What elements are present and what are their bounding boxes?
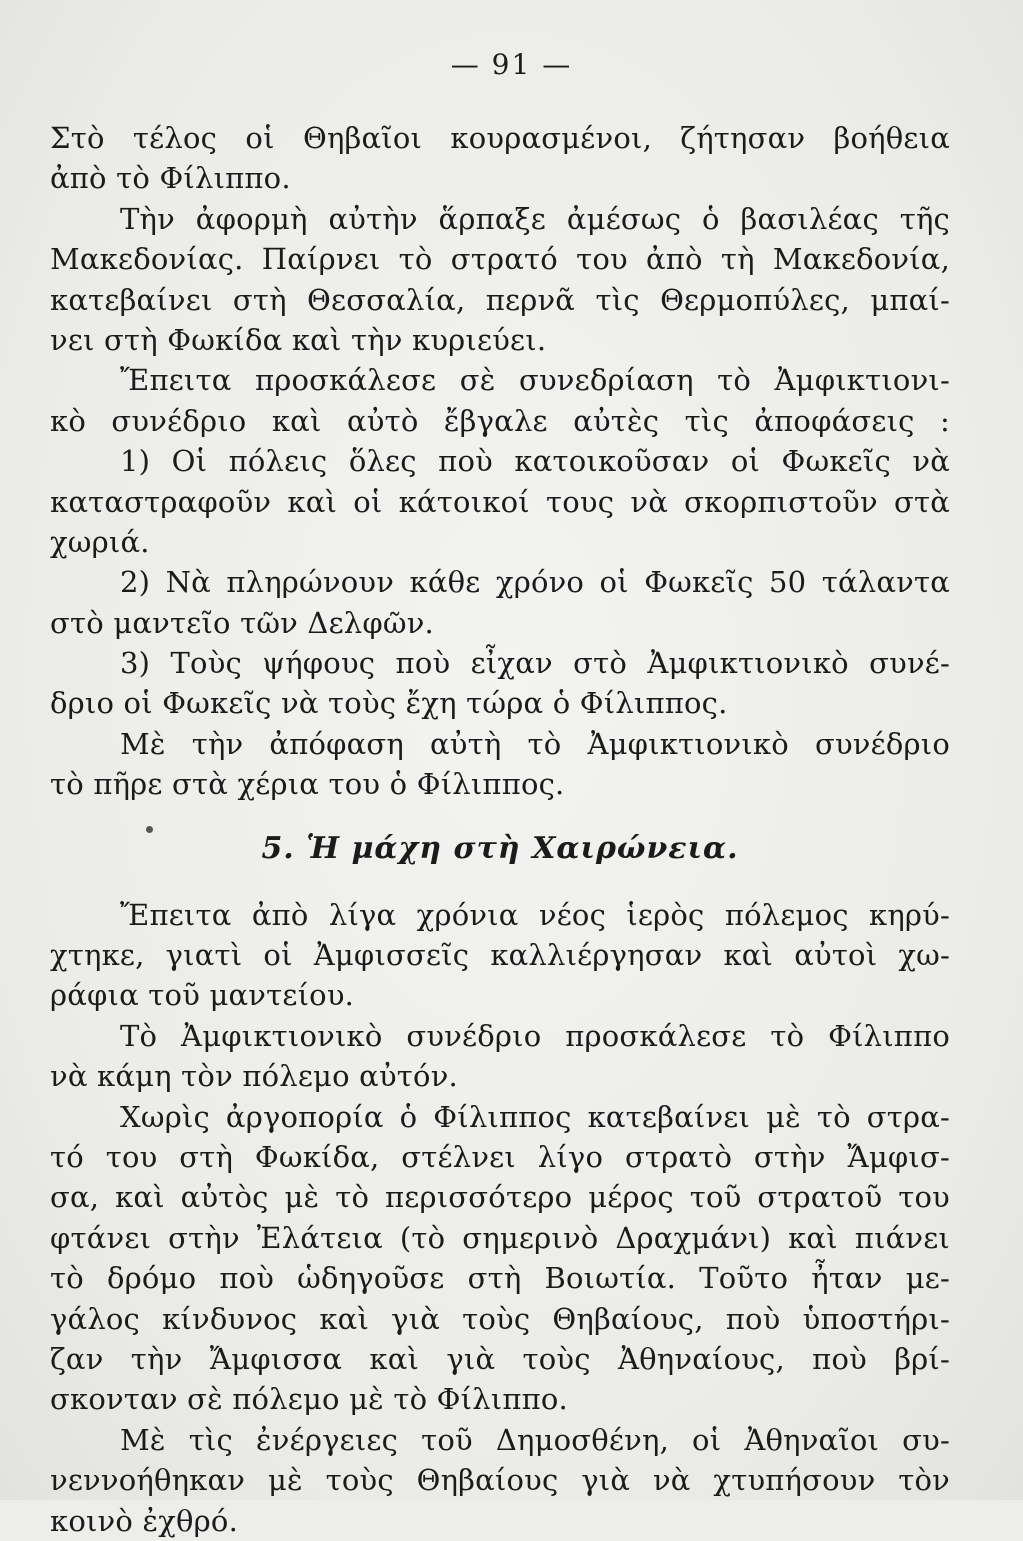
text-line: Τὸ Ἀμφικτιονικὸ συνέδριο προσκάλεσε τὸ Φίλιππο	[120, 1018, 950, 1053]
text-line: 2) Νὰ πληρώνουν κάθε χρόνο οἱ Φωκεῖς 50 τάλαντα	[120, 565, 950, 600]
text-line: νὰ κάμη τὸν πόλεμο αὐτόν.	[50, 1059, 458, 1094]
text-line: Μὲ τὶς ἐνέργειες τοῦ Δημοσθένη, οἱ Ἀθηναῖοι συ-	[120, 1422, 950, 1457]
text-line: φτάνει στὴν Ἐλάτεια (τὸ σημερινὸ Δραχμάνι) καὶ πιάνει	[50, 1220, 950, 1255]
text-line: Μὲ τὴν ἀπόφαση αὐτὴ τὸ Ἀμφικτιονικὸ συνέδριο	[120, 726, 950, 761]
text-block-after-heading	[50, 895, 950, 1541]
text-block-before-heading	[50, 118, 950, 805]
text-line: Τὴν ἀφορμὴ αὐτὴν ἅρπαξε ἀμέσως ὁ βασιλέας τῆς	[120, 201, 950, 236]
text-line: ράφια τοῦ μαντείου.	[50, 978, 355, 1013]
text-line: ζαν τὴν Ἄμφισσα καὶ γιὰ τοὺς Ἀθηναίους, ποὺ βρί-	[50, 1341, 950, 1376]
text-line: νει στὴ Φωκίδα καὶ τὴν κυριεύει.	[50, 322, 547, 357]
text-line: γάλος κίνδυνος καὶ γιὰ τοὺς Θηβαίους, ποὺ ὑποστήρι-	[50, 1301, 950, 1336]
text-line: τὸ δρόμο ποὺ ὡδηγοῦσε στὴ Βοιωτία. Τοῦτο ἦταν με-	[50, 1261, 950, 1296]
ink-speck	[146, 826, 153, 833]
text-line: Ἔπειτα ἀπὸ λίγα χρόνια νέος ἱερὸς πόλεμος κηρύ-	[120, 897, 950, 932]
text-line: Στὸ τέλος οἱ Θηβαῖοι κουρασμένοι, ζήτησαν βοήθεια	[50, 121, 950, 155]
text-line: κὸ συνέδριο καὶ αὐτὸ ἔβγαλε αὐτὲς τὶς ἀποφάσεις :	[50, 403, 950, 438]
text-line: 3) Τοὺς ψήφους ποὺ εἶχαν στὸ Ἀμφικτιονικὸ συνέ-	[120, 646, 950, 681]
section-heading: 5. Ἡ μάχη στὴ Χαιρώνεια.	[261, 830, 739, 866]
text-line: νεννοήθηκαν μὲ τοὺς Θηβαίους γιὰ νὰ χτυπήσουν τὸν	[50, 1463, 950, 1498]
text-line: τὸ πῆρε στὰ χέρια του ὁ Φίλιππος.	[50, 767, 565, 802]
text-line: σκονταν σὲ πόλεμο μὲ τὸ Φίλιππο.	[50, 1382, 568, 1417]
text-line: Μακεδονίας. Παίρνει τὸ στρατό του ἀπὸ τὴ Μακεδονία,	[50, 242, 950, 277]
text-line: κοινὸ ἐχθρό.	[50, 1503, 238, 1538]
page-number: — 91 —	[450, 48, 573, 81]
text-line: Ἔπειτα προσκάλεσε σὲ συνεδρίαση τὸ Ἀμφικτιονι-	[120, 363, 950, 398]
text-line: χωριά.	[50, 524, 150, 559]
text-line: 1) Οἱ πόλεις ὅλες ποὺ κατοικοῦσαν οἱ Φωκεῖς νὰ	[120, 444, 950, 479]
text-line: Χωρὶς ἀργοπορία ὁ Φίλιππος κατεβαίνει μὲ τὸ στρα-	[120, 1099, 950, 1134]
text-line: στὸ μαντεῖο τῶν Δελφῶν.	[50, 605, 434, 640]
text-line: δριο οἱ Φωκεῖς νὰ τοὺς ἔχη τώρα ὁ Φίλιππος.	[50, 686, 728, 721]
text-line: κατεβαίνει στὴ Θεσσαλία, περνᾶ τὶς Θερμοπύλες, μπαί-	[50, 282, 950, 317]
text-line: καταστραφοῦν καὶ οἱ κάτοικοί τους νὰ σκορπιστοῦν στὰ	[50, 484, 950, 519]
page-body	[50, 118, 950, 1541]
text-line: σα, καὶ αὐτὸς μὲ τὸ περισσότερο μέρος τοῦ στρατοῦ του	[50, 1180, 950, 1215]
text-line: χτηκε, γιατὶ οἱ Ἀμφισσεῖς καλλιέργησαν καὶ αὐτοὶ χω-	[50, 938, 950, 973]
text-line: ἀπὸ τὸ Φίλιππο.	[50, 161, 291, 196]
text-line: τό του στὴ Φωκίδα, στέλνει λίγο στρατὸ στὴν Ἄμφισ-	[50, 1139, 950, 1174]
